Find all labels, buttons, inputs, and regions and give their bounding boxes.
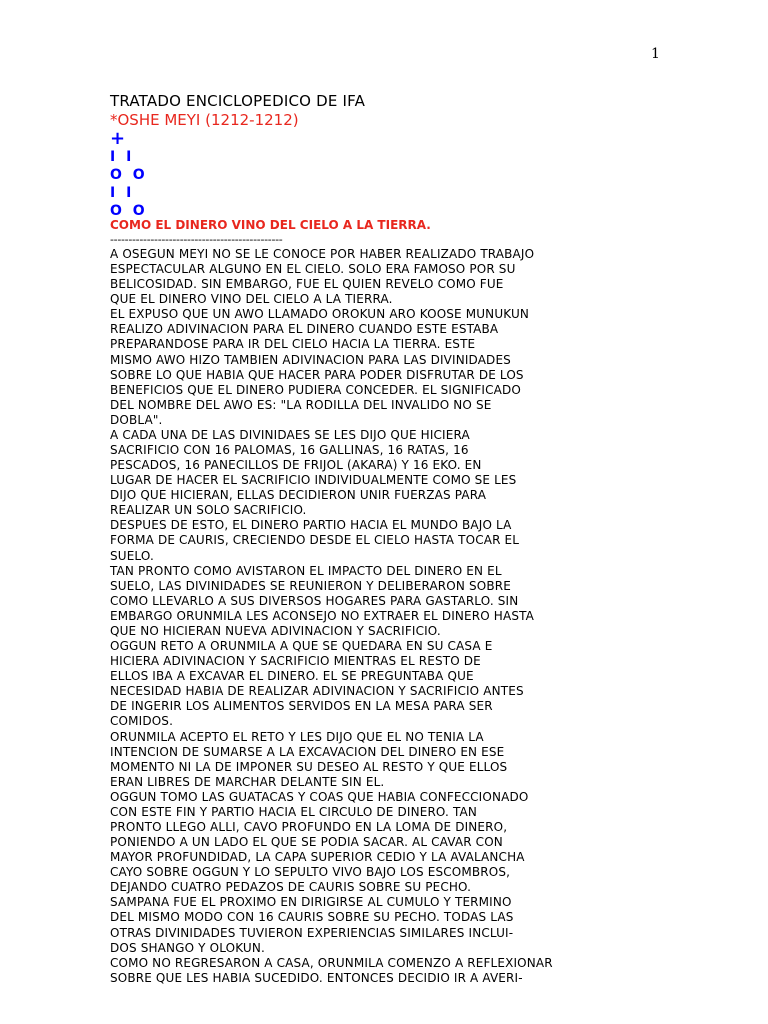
body-line: SOBRE LO QUE HABIA QUE HACER PARA PODER DISFRUTAR DE LOS xyxy=(110,367,524,382)
body-line: ERAN LIBRES DE MARCHAR DELANTE SIN EL. xyxy=(110,774,385,789)
body-line: OGGUN TOMO LAS GUATACAS Y COAS QUE HABIA CONFECCIONADO xyxy=(110,789,529,804)
odu-sign-line: O O xyxy=(110,167,148,183)
body-line: SUELO, LAS DIVINIDADES SE REUNIERON Y DELIBERARON SOBRE xyxy=(110,578,511,593)
body-line: A CADA UNA DE LAS DIVINIDAES SE LES DIJO QUE HICIERA xyxy=(110,427,470,442)
odu-subtitle: *OSHE MEYI (1212-1212) xyxy=(110,111,299,129)
body-line: FORMA DE CAURIS, CRECIENDO DESDE EL CIELO HASTA TOCAR EL xyxy=(110,533,520,548)
body-line: ESPECTACULAR ALGUNO EN EL CIELO. SOLO ERA FAMOSO POR SU xyxy=(110,262,516,277)
body-line: DE INGERIR LOS ALIMENTOS SERVIDOS EN LA MESA PARA SER xyxy=(110,699,493,714)
body-line: COMO LLEVARLO A SUS DIVERSOS HOGARES PARA GASTARLO. SIN xyxy=(110,593,519,608)
body-line: COMIDOS. xyxy=(110,714,174,729)
body-line: PREPARANDOSE PARA IR DEL CIELO HACIA LA TIERRA. ESTE xyxy=(110,337,476,352)
body-line: QUE EL DINERO VINO DEL CIELO A LA TIERRA. xyxy=(110,292,393,307)
body-line: DOS SHANGO Y OLOKUN. xyxy=(110,940,265,955)
body-line: COMO NO REGRESARON A CASA, ORUNMILA COMENZO A REFLEXIONAR xyxy=(110,955,553,970)
body-line: REALIZAR UN SOLO SACRIFICIO. xyxy=(110,503,307,518)
body-line: SAMPANA FUE EL PROXIMO EN DIRIGIRSE AL CUMULO Y TERMINO xyxy=(110,895,512,910)
body-line: SOBRE QUE LES HABIA SUCEDIDO. ENTONCES DECIDIO IR A AVERI- xyxy=(110,970,523,985)
body-line: SACRIFICIO CON 16 PALOMAS, 16 GALLINAS, 16 RATAS, 16 xyxy=(110,443,469,458)
body-line: MOMENTO NI LA DE IMPONER SU DESEO AL RESTO Y QUE ELLOS xyxy=(110,759,508,774)
body-line: HICIERA ADIVINACION Y SACRIFICIO MIENTRAS EL RESTO DE xyxy=(110,654,481,669)
body-line: LUGAR DE HACER EL SACRIFICIO INDIVIDUALMENTE COMO SE LES xyxy=(110,473,517,488)
body-line: CON ESTE FIN Y PARTIO HACIA EL CIRCULO DE DINERO. TAN xyxy=(110,804,478,819)
body-line: A OSEGUN MEYI NO SE LE CONOCE POR HABER REALIZADO TRABAJO xyxy=(110,247,535,261)
body-line: NECESIDAD HABIA DE REALIZAR ADIVINACION Y SACRIFICIO ANTES xyxy=(110,684,524,699)
body-line: BELICOSIDAD. SIN EMBARGO, FUE EL QUIEN REVELO COMO FUE xyxy=(110,277,504,292)
body-line: QUE NO HICIERAN NUEVA ADIVINACION Y SACRIFICIO. xyxy=(110,623,441,638)
body-line: CAYO SOBRE OGGUN Y LO SEPULTO VIVO BAJO LOS ESCOMBROS, xyxy=(110,865,511,880)
body-line: DEJANDO CUATRO PEDAZOS DE CAURIS SOBRE SU PECHO. xyxy=(110,880,472,895)
body-line: SUELO. xyxy=(110,548,154,563)
section-divider: ----------------------------------------------- xyxy=(110,233,283,246)
body-line: DIJO QUE HICIERAN, ELLAS DECIDIERON UNIR FUERZAS PARA xyxy=(110,488,487,503)
odu-signature xyxy=(110,130,670,220)
body-line: DEL NOMBRE DEL AWO ES: "LA RODILLA DEL INVALIDO NO SE xyxy=(110,397,492,412)
section-heading: COMO EL DINERO VINO DEL CIELO A LA TIERRA. xyxy=(110,218,431,232)
document-header xyxy=(110,91,670,220)
body-line: OTRAS DIVINIDADES TUVIERON EXPERIENCIAS SIMILARES INCLUI- xyxy=(110,925,514,940)
body-line: BENEFICIOS QUE EL DINERO PUDIERA CONCEDER. EL SIGNIFICADO xyxy=(110,382,521,397)
body-line: REALIZO ADIVINACION PARA EL DINERO CUANDO ESTE ESTABA xyxy=(110,322,499,337)
body-line: DOBLA". xyxy=(110,412,163,427)
body-line: PRONTO LLEGO ALLI, CAVO PROFUNDO EN LA LOMA DE DINERO, xyxy=(110,819,508,834)
body-line: TAN PRONTO COMO AVISTARON EL IMPACTO DEL DINERO EN EL xyxy=(110,563,502,578)
body-text xyxy=(110,247,570,986)
body-line: MAYOR PROFUNDIDAD, LA CAPA SUPERIOR CEDIO Y LA AVALANCHA xyxy=(110,850,525,865)
odu-sign-plus: + xyxy=(110,128,126,149)
body-line: PONIENDO A UN LADO EL QUE SE PODIA SACAR. AL CAVAR CON xyxy=(110,835,503,850)
body-line: INTENCION DE SUMARSE A LA EXCAVACION DEL DINERO EN ESE xyxy=(110,744,505,759)
body-line: OGGUN RETO A ORUNMILA A QUE SE QUEDARA EN SU CASA E xyxy=(110,639,493,654)
body-line: EL EXPUSO QUE UN AWO LLAMADO OROKUN ARO KOOSE MUNUKUN xyxy=(110,307,530,322)
odu-sign-line: O O xyxy=(110,203,148,219)
document-title: TRATADO ENCICLOPEDICO DE IFA xyxy=(110,92,366,110)
body-line: DEL MISMO MODO CON 16 CAURIS SOBRE SU PECHO. TODAS LAS xyxy=(110,910,514,925)
odu-sign-line: I I xyxy=(110,149,135,165)
body-line: EMBARGO ORUNMILA LES ACONSEJO NO EXTRAER EL DINERO HASTA xyxy=(110,608,535,623)
body-line: DESPUES DE ESTO, EL DINERO PARTIO HACIA EL MUNDO BAJO LA xyxy=(110,518,512,533)
body-line: ORUNMILA ACEPTO EL RETO Y LES DIJO QUE EL NO TENIA LA xyxy=(110,729,484,744)
body-line: ELLOS IBA A EXCAVAR EL DINERO. EL SE PREGUNTABA QUE xyxy=(110,669,474,684)
body-line: PESCADOS, 16 PANECILLOS DE FRIJOL (AKARA) Y 16 EKO. EN xyxy=(110,458,482,473)
page-number: 1 xyxy=(651,46,660,62)
odu-sign-line: I I xyxy=(110,185,135,201)
body-line: MISMO AWO HIZO TAMBIEN ADIVINACION PARA LAS DIVINIDADES xyxy=(110,352,511,367)
